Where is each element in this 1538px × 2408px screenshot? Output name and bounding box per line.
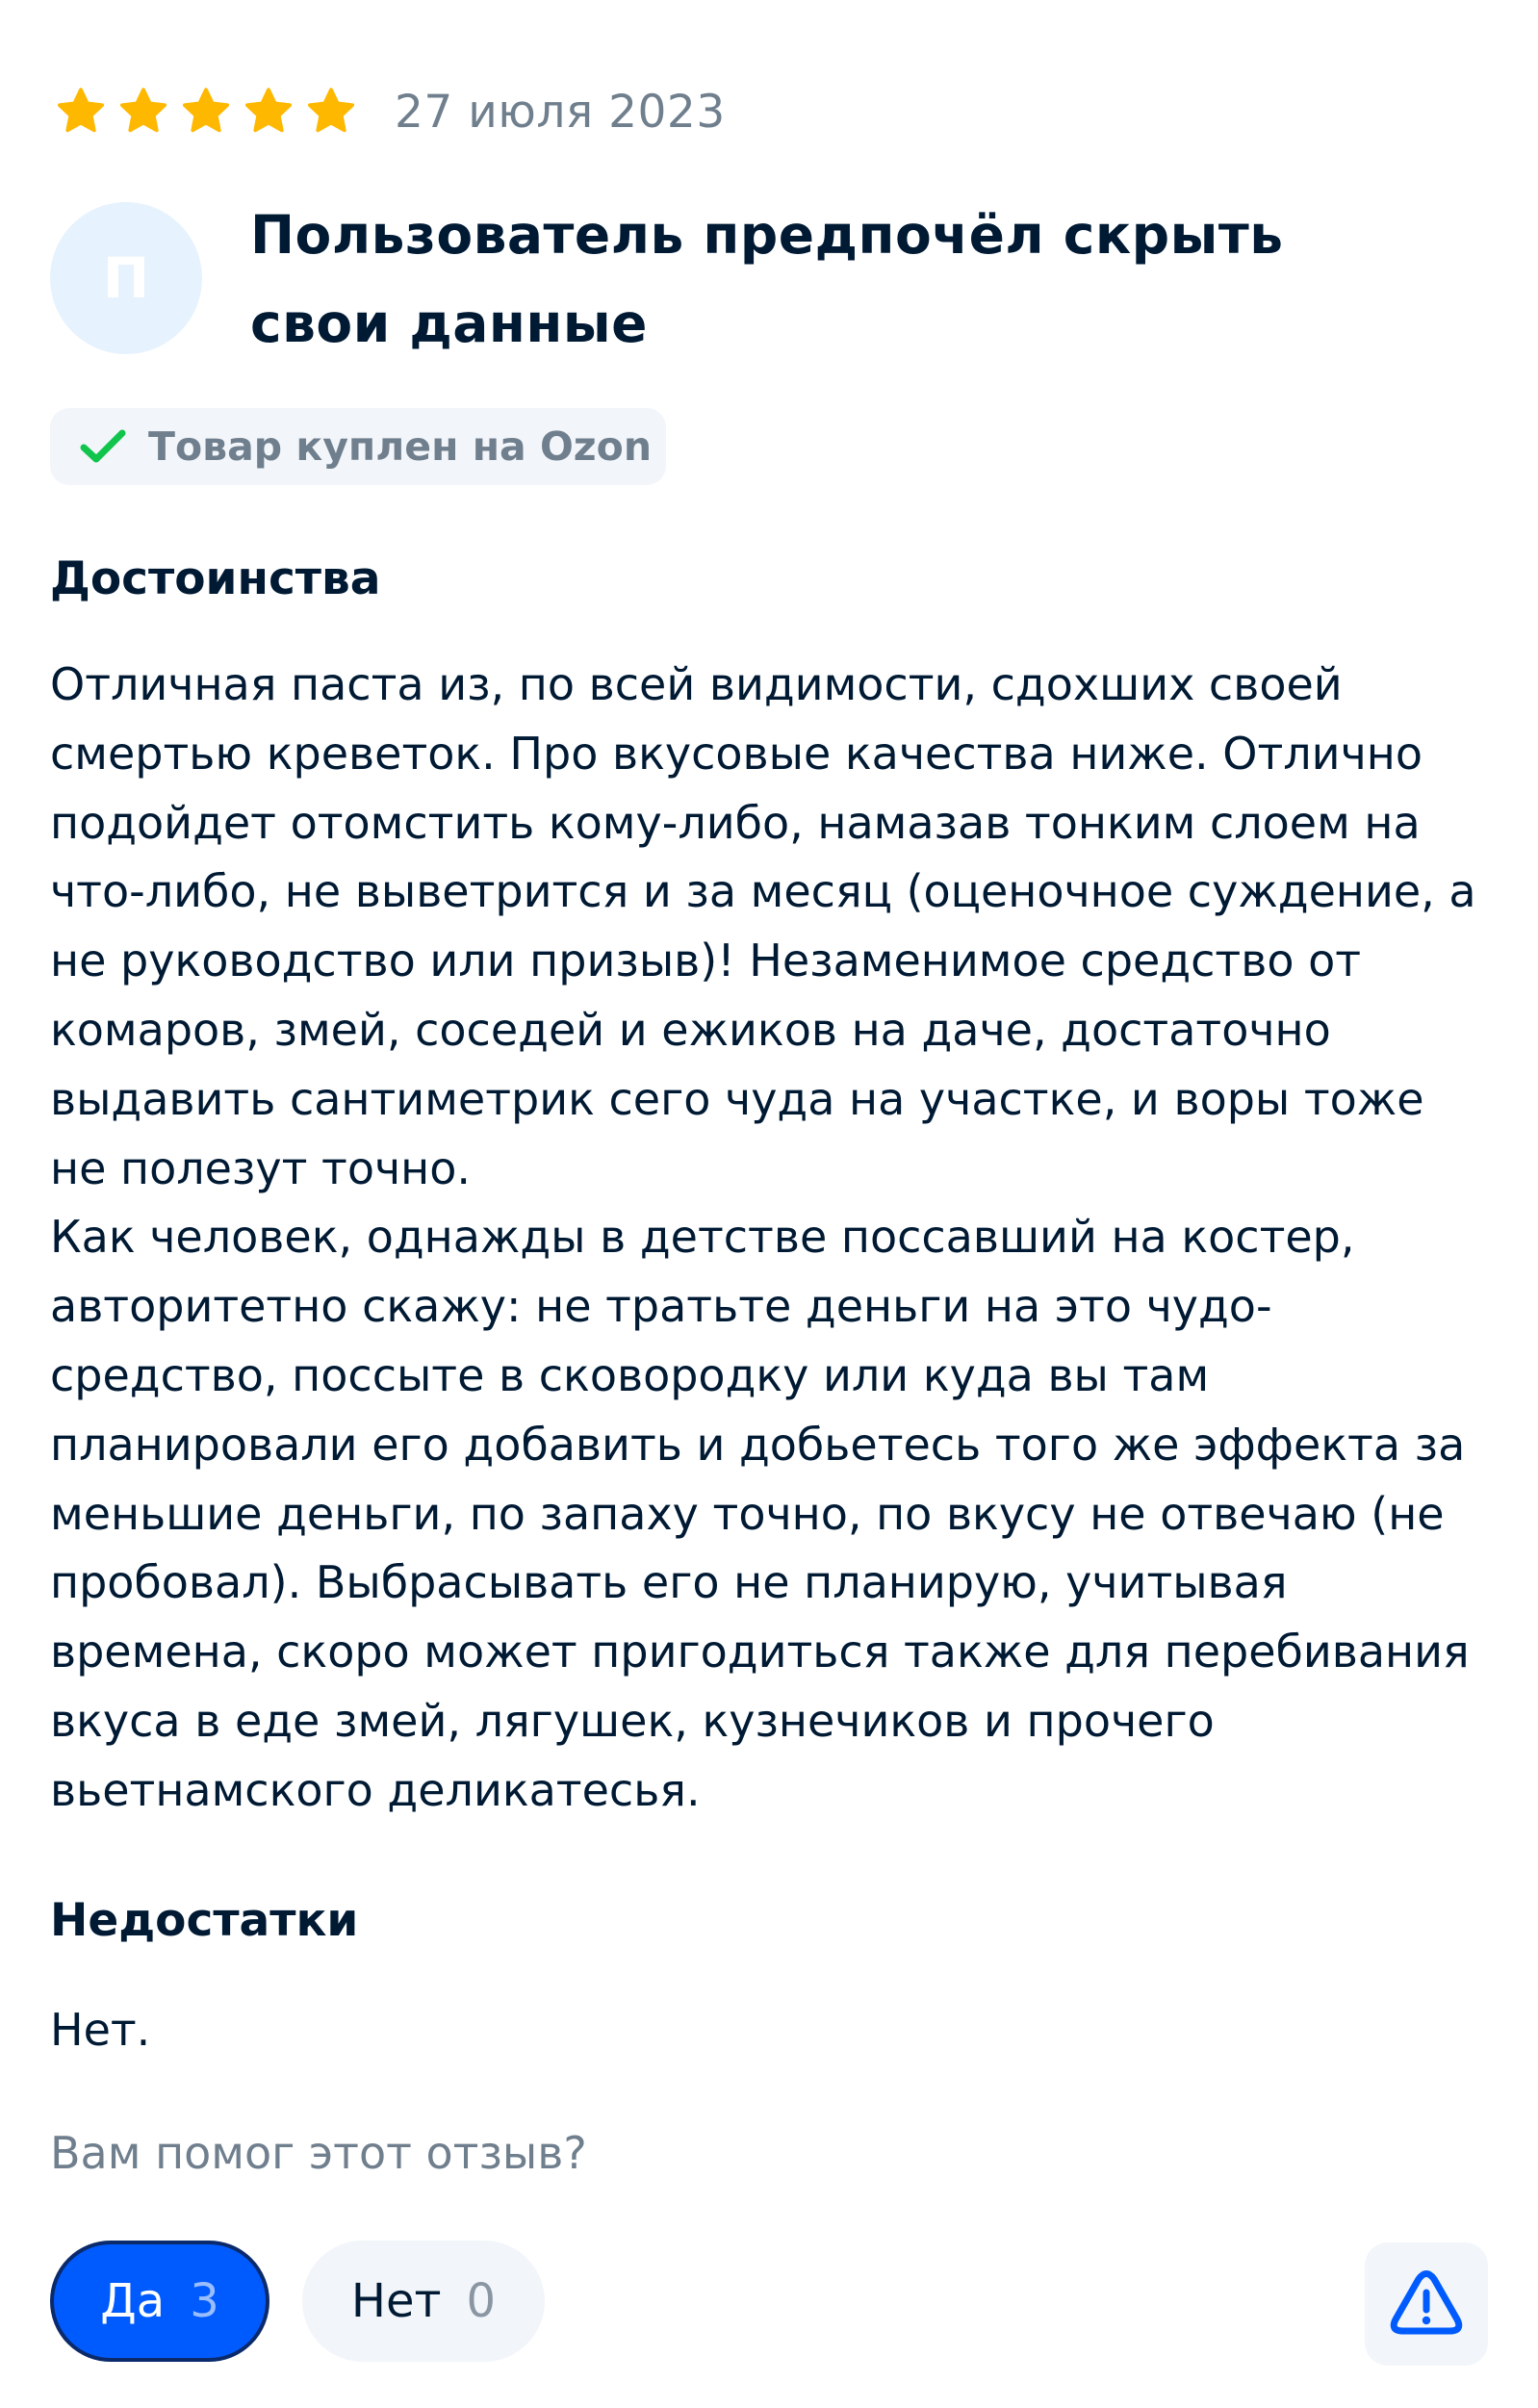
star-icon (304, 85, 358, 139)
pros-paragraph: Отличная паста из, по всей видимости, сдохших своей смертью креветок. Про вкусовые качества ниже. Отлично подойдет отомстить кому-либо, намазав тонким слоем на что-либо, не выветрится и за месяц (оценочное суждение, а не руководство или призыв)! Незаменимое средство от комаров, змей, соседей и ежиков на даче, достаточно выдавить сантиметрик сего чуда на участке, и воры тоже не полезут точно. (50, 658, 1476, 1194)
no-label: Нет (350, 2274, 442, 2328)
cons-text: Нет. (50, 2004, 151, 2056)
pros-paragraph: Как человек, однажды в детстве поссавший на костер, авторитетно скажу: не тратьте деньги на это чудо-средство, поссыте в сковородку или куда вы там планировали его добавить и добьетесь того же эффекта за меньшие деньги, по запаху точно, по вкусу не отвечаю (не пробовал). Выбрасывать его не планирую, учитывая времена, скоро может пригодиться также для перебивания вкуса в еде змей, лягушек, кузнечиков и прочего вьетнамского деликатесья. (50, 1211, 1470, 1816)
verified-purchase-badge (50, 408, 666, 485)
review-date: 27 июля 2023 (395, 85, 726, 139)
verified-label: Товар куплен на Ozon (148, 423, 653, 470)
cons-title: Недостатки (50, 1894, 359, 1947)
report-button[interactable] (1365, 2242, 1488, 2366)
yes-label: Да (100, 2274, 166, 2328)
avatar-letter: П (102, 245, 150, 311)
helpful-yes-button[interactable] (50, 2241, 269, 2362)
rating-row (54, 81, 726, 142)
helpful-question: Вам помог этот отзыв? (50, 2127, 587, 2179)
warning-icon (1390, 2269, 1463, 2339)
star-icon (179, 85, 233, 139)
pros-title: Достоинства (50, 552, 381, 605)
avatar (50, 202, 202, 354)
star-icon (116, 85, 170, 139)
check-icon (79, 427, 127, 466)
star-rating (54, 85, 358, 139)
author-name: Пользователь предпочёл скрыть свои данные (250, 204, 1284, 354)
star-icon (54, 85, 108, 139)
helpful-no-button[interactable] (302, 2241, 545, 2362)
no-count: 0 (466, 2274, 497, 2328)
pros-text (50, 651, 1494, 1826)
star-icon (242, 85, 295, 139)
yes-count: 3 (190, 2274, 219, 2328)
